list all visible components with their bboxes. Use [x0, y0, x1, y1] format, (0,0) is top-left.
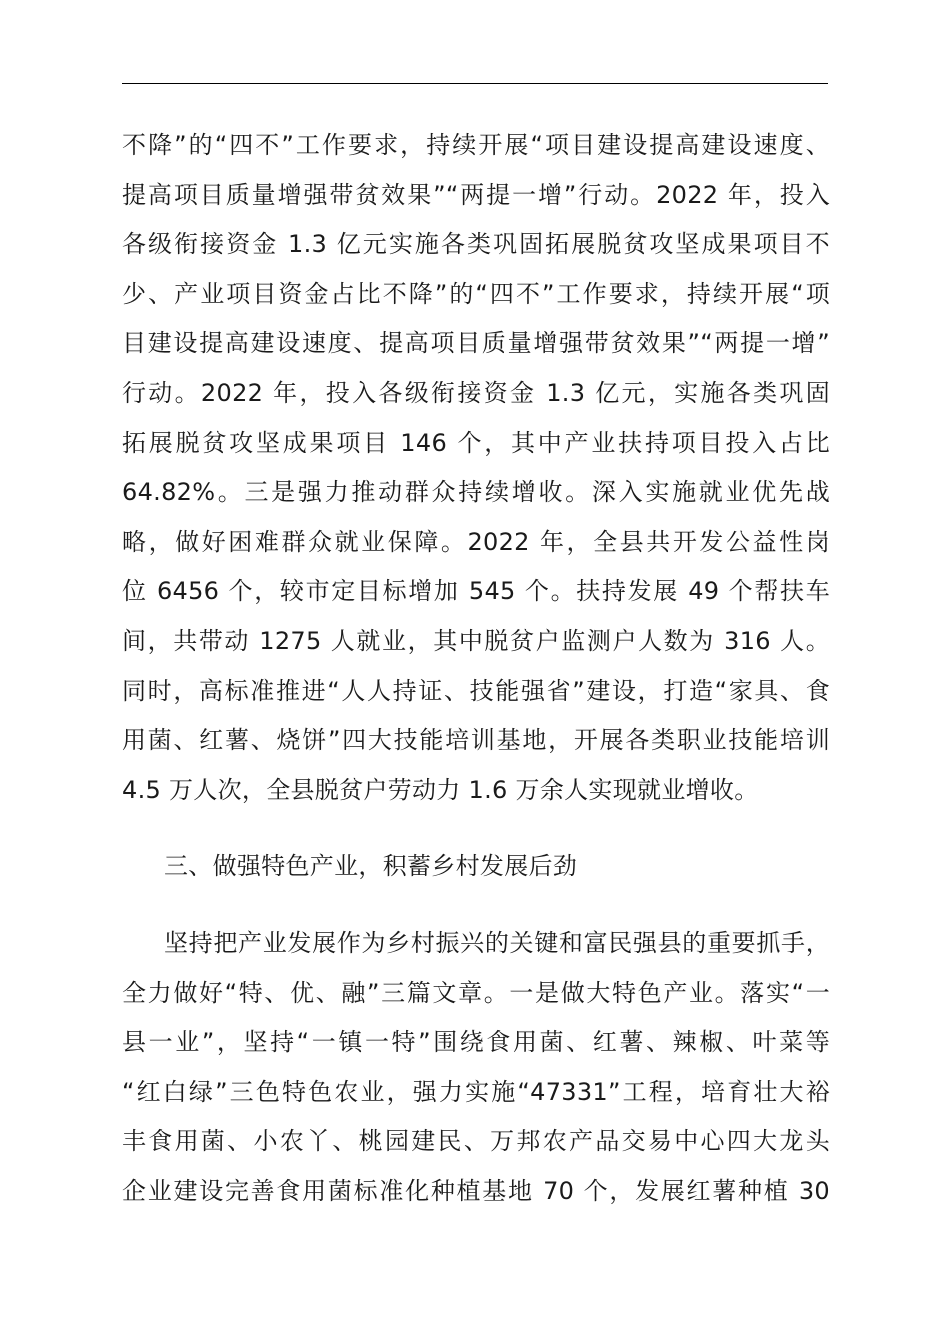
- text-line: 位 6456 个，较市定目标增加 545 个。扶持发展 49 个帮扶车: [122, 577, 830, 606]
- text-line: 提高项目质量增强带贫效果”“两提一增”行动。2022 年，投入: [122, 180, 830, 209]
- text-line: 4.5 万人次，全县脱贫户劳动力 1.6 万余人实现就业增收。: [122, 775, 759, 804]
- text-line: 用菌、红薯、烧饼”四大技能培训基地，开展各类职业技能培训: [122, 726, 830, 755]
- paragraph-gap: [122, 892, 830, 919]
- text-line: 行动。2022 年，投入各级衔接资金 1.3 亿元，实施各类巩固: [122, 378, 830, 407]
- text-line: 企业建设完善食用菌标准化种植基地 70 个，发展红薯种植 30: [122, 1176, 830, 1205]
- text-line: 各级衔接资金 1.3 亿元实施各类巩固拓展脱贫攻坚成果项目不: [122, 230, 830, 259]
- paragraph-1: [122, 121, 830, 815]
- text-line: 略，做好困难群众就业保障。2022 年，全县共开发公益性岗: [122, 527, 830, 556]
- paragraph-gap: [122, 815, 830, 842]
- paragraph-2: [122, 919, 830, 1217]
- text-line: 坚持把产业发展作为乡村振兴的关键和富民强县的重要抓手，: [164, 928, 830, 957]
- text-line: 拓展脱贫攻坚成果项目 146 个，其中产业扶持项目投入占比: [122, 428, 830, 457]
- section-heading: 三、做强特色产业，积蓄乡村发展后劲: [164, 852, 578, 881]
- header-rule: [122, 83, 828, 84]
- text-line: 丰食用菌、小农丫、桃园建民、万邦农产品交易中心四大龙头: [122, 1127, 830, 1156]
- text-line: “红白绿”三色特色农业，强力实施“47331”工程，培育壮大裕: [122, 1077, 830, 1106]
- text-line: 目建设提高建设速度、提高项目质量增强带贫效果”“两提一增”: [122, 329, 830, 358]
- text-line: 全力做好“特、优、融”三篇文章。一是做大特色产业。落实“一: [122, 978, 830, 1007]
- text-line: 64.82%。三是强力推动群众持续增收。深入实施就业优先战: [122, 478, 830, 507]
- text-line: 间，共带动 1275 人就业，其中脱贫户监测户人数为 316 人。: [122, 626, 830, 655]
- text-line: 县一业”，坚持“一镇一特”围绕食用菌、红薯、辣椒、叶菜等: [122, 1028, 830, 1057]
- document-body: [122, 121, 830, 1216]
- text-line: 不降”的“四不”工作要求，持续开展“项目建设提高建设速度、: [122, 131, 830, 159]
- text-line: 同时，高标准推进“人人持证、技能强省”建设，打造“家具、食: [122, 676, 830, 705]
- text-line: 少、产业项目资金占比不降”的“四不”工作要求，持续开展“项: [122, 279, 830, 308]
